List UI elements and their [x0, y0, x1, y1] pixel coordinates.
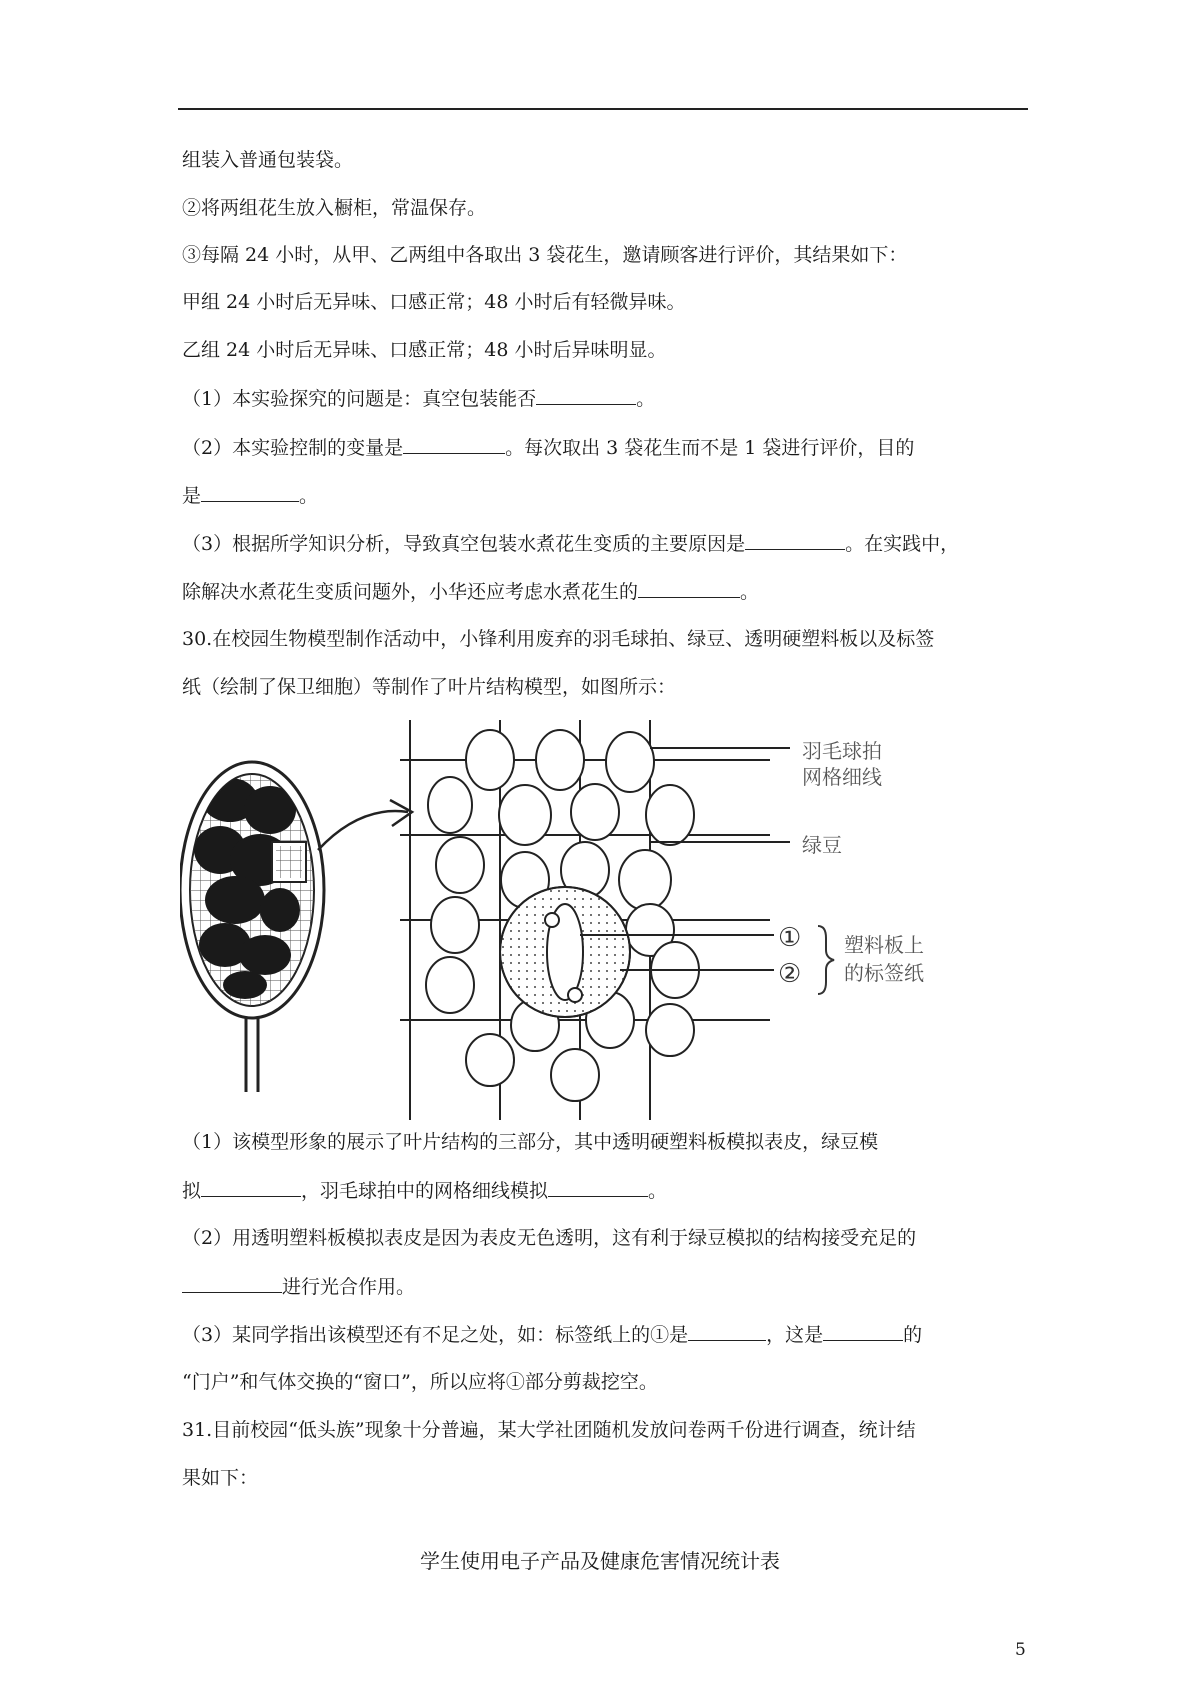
leaf-model-figure	[180, 720, 1060, 1120]
question-text: 的	[903, 1324, 923, 1346]
answer-blank[interactable]	[745, 529, 845, 550]
page-number: 5	[1015, 1640, 1026, 1660]
sub-question-1-cont	[182, 1176, 667, 1205]
racket-icon	[180, 760, 330, 1092]
sub-question-3	[182, 1320, 922, 1349]
question-text: 。每次取出 3 袋花生而不是 1 袋进行评价，目的	[505, 437, 915, 459]
header-rule	[178, 108, 1028, 110]
brace-icon	[818, 926, 834, 994]
question-text: ，羽毛球拍中的网格细线模拟	[301, 1180, 549, 1202]
answer-blank[interactable]	[201, 1176, 301, 1197]
sub-question-2-cont	[182, 1272, 415, 1301]
label-bean: 绿豆	[802, 833, 842, 857]
step-3: ③每隔 24 小时，从甲、乙两组中各取出 3 袋花生，邀请顾客进行评价，其结果如下：	[182, 244, 908, 266]
answer-blank[interactable]	[688, 1320, 766, 1341]
question-3-cont	[182, 577, 759, 606]
question-1	[182, 384, 655, 413]
question-text: 。在实践中，	[845, 533, 960, 555]
sub-question-3-cont: “门户”和气体交换的“窗口”，所以应将①部分剪裁挖空。	[182, 1371, 658, 1393]
label-paper-line: 塑料板上	[844, 933, 924, 957]
guard-cells	[500, 887, 630, 1017]
answer-blank[interactable]	[403, 433, 505, 454]
answer-blank[interactable]	[182, 1272, 282, 1293]
question-text: 。	[648, 1180, 668, 1202]
answer-blank[interactable]	[823, 1320, 903, 1341]
question-text: ，这是	[766, 1324, 824, 1346]
question-text: 。	[636, 388, 656, 410]
answer-blank[interactable]	[548, 1176, 648, 1197]
question-text: 。	[740, 581, 760, 603]
question-text: 是	[182, 485, 202, 507]
sub-question-2: （2）用透明塑料板模拟表皮是因为表皮无色透明，这有利于绿豆模拟的结构接受充足的	[182, 1227, 917, 1249]
question-text: （3）某同学指出该模型还有不足之处，如：标签纸上的①是	[182, 1324, 689, 1346]
text-line: 组装入普通包装袋。	[182, 149, 354, 171]
result-group-a: 甲组 24 小时后无异味、口感正常；48 小时后有轻微异味。	[182, 291, 686, 313]
question-text: 进行光合作用。	[282, 1276, 416, 1298]
question-text: 拟	[182, 1180, 202, 1202]
question-2-cont	[182, 481, 318, 510]
table-caption: 学生使用电子产品及健康危害情况统计表	[420, 1549, 780, 1573]
question-text: （1）本实验探究的问题是：真空包装能否	[182, 388, 537, 410]
question-text: 。	[299, 485, 319, 507]
result-group-b: 乙组 24 小时后无异味、口感正常；48 小时后异味明显。	[182, 339, 667, 361]
answer-blank[interactable]	[201, 481, 299, 502]
label-racket-line: 羽毛球拍	[802, 739, 882, 763]
label-circle-1: ①	[778, 923, 802, 953]
answer-blank[interactable]	[638, 577, 740, 598]
enlarged-leaf-section	[400, 720, 790, 1120]
problem-31-cont: 果如下：	[182, 1467, 259, 1489]
label-paper-line: 的标签纸	[844, 961, 924, 985]
label-circle-2: ②	[778, 959, 802, 989]
problem-31: 31.目前校园“低头族”现象十分普遍，某大学社团随机发放问卷两千份进行调查，统计结	[182, 1419, 916, 1441]
answer-blank[interactable]	[536, 384, 636, 405]
problem-30: 30.在校园生物模型制作活动中，小锋利用废弃的羽毛球拍、绿豆、透明硬塑料板以及标签	[182, 628, 935, 650]
question-text: 除解决水煮花生变质问题外，小华还应考虑水煮花生的	[182, 581, 639, 603]
label-racket-line: 网格细线	[802, 765, 882, 789]
question-text: （2）本实验控制的变量是	[182, 437, 404, 459]
arrow-right-icon	[318, 800, 412, 850]
question-3	[182, 529, 959, 558]
question-text: （3）根据所学知识分析，导致真空包装水煮花生变质的主要原因是	[182, 533, 746, 555]
sub-question-1: （1）该模型形象的展示了叶片结构的三部分，其中透明硬塑料板模拟表皮，绿豆模	[182, 1131, 879, 1153]
question-2	[182, 433, 914, 462]
problem-30-cont: 纸（绘制了保卫细胞）等制作了叶片结构模型，如图所示：	[182, 676, 677, 698]
step-2: ②将两组花生放入橱柜，常温保存。	[182, 197, 487, 219]
